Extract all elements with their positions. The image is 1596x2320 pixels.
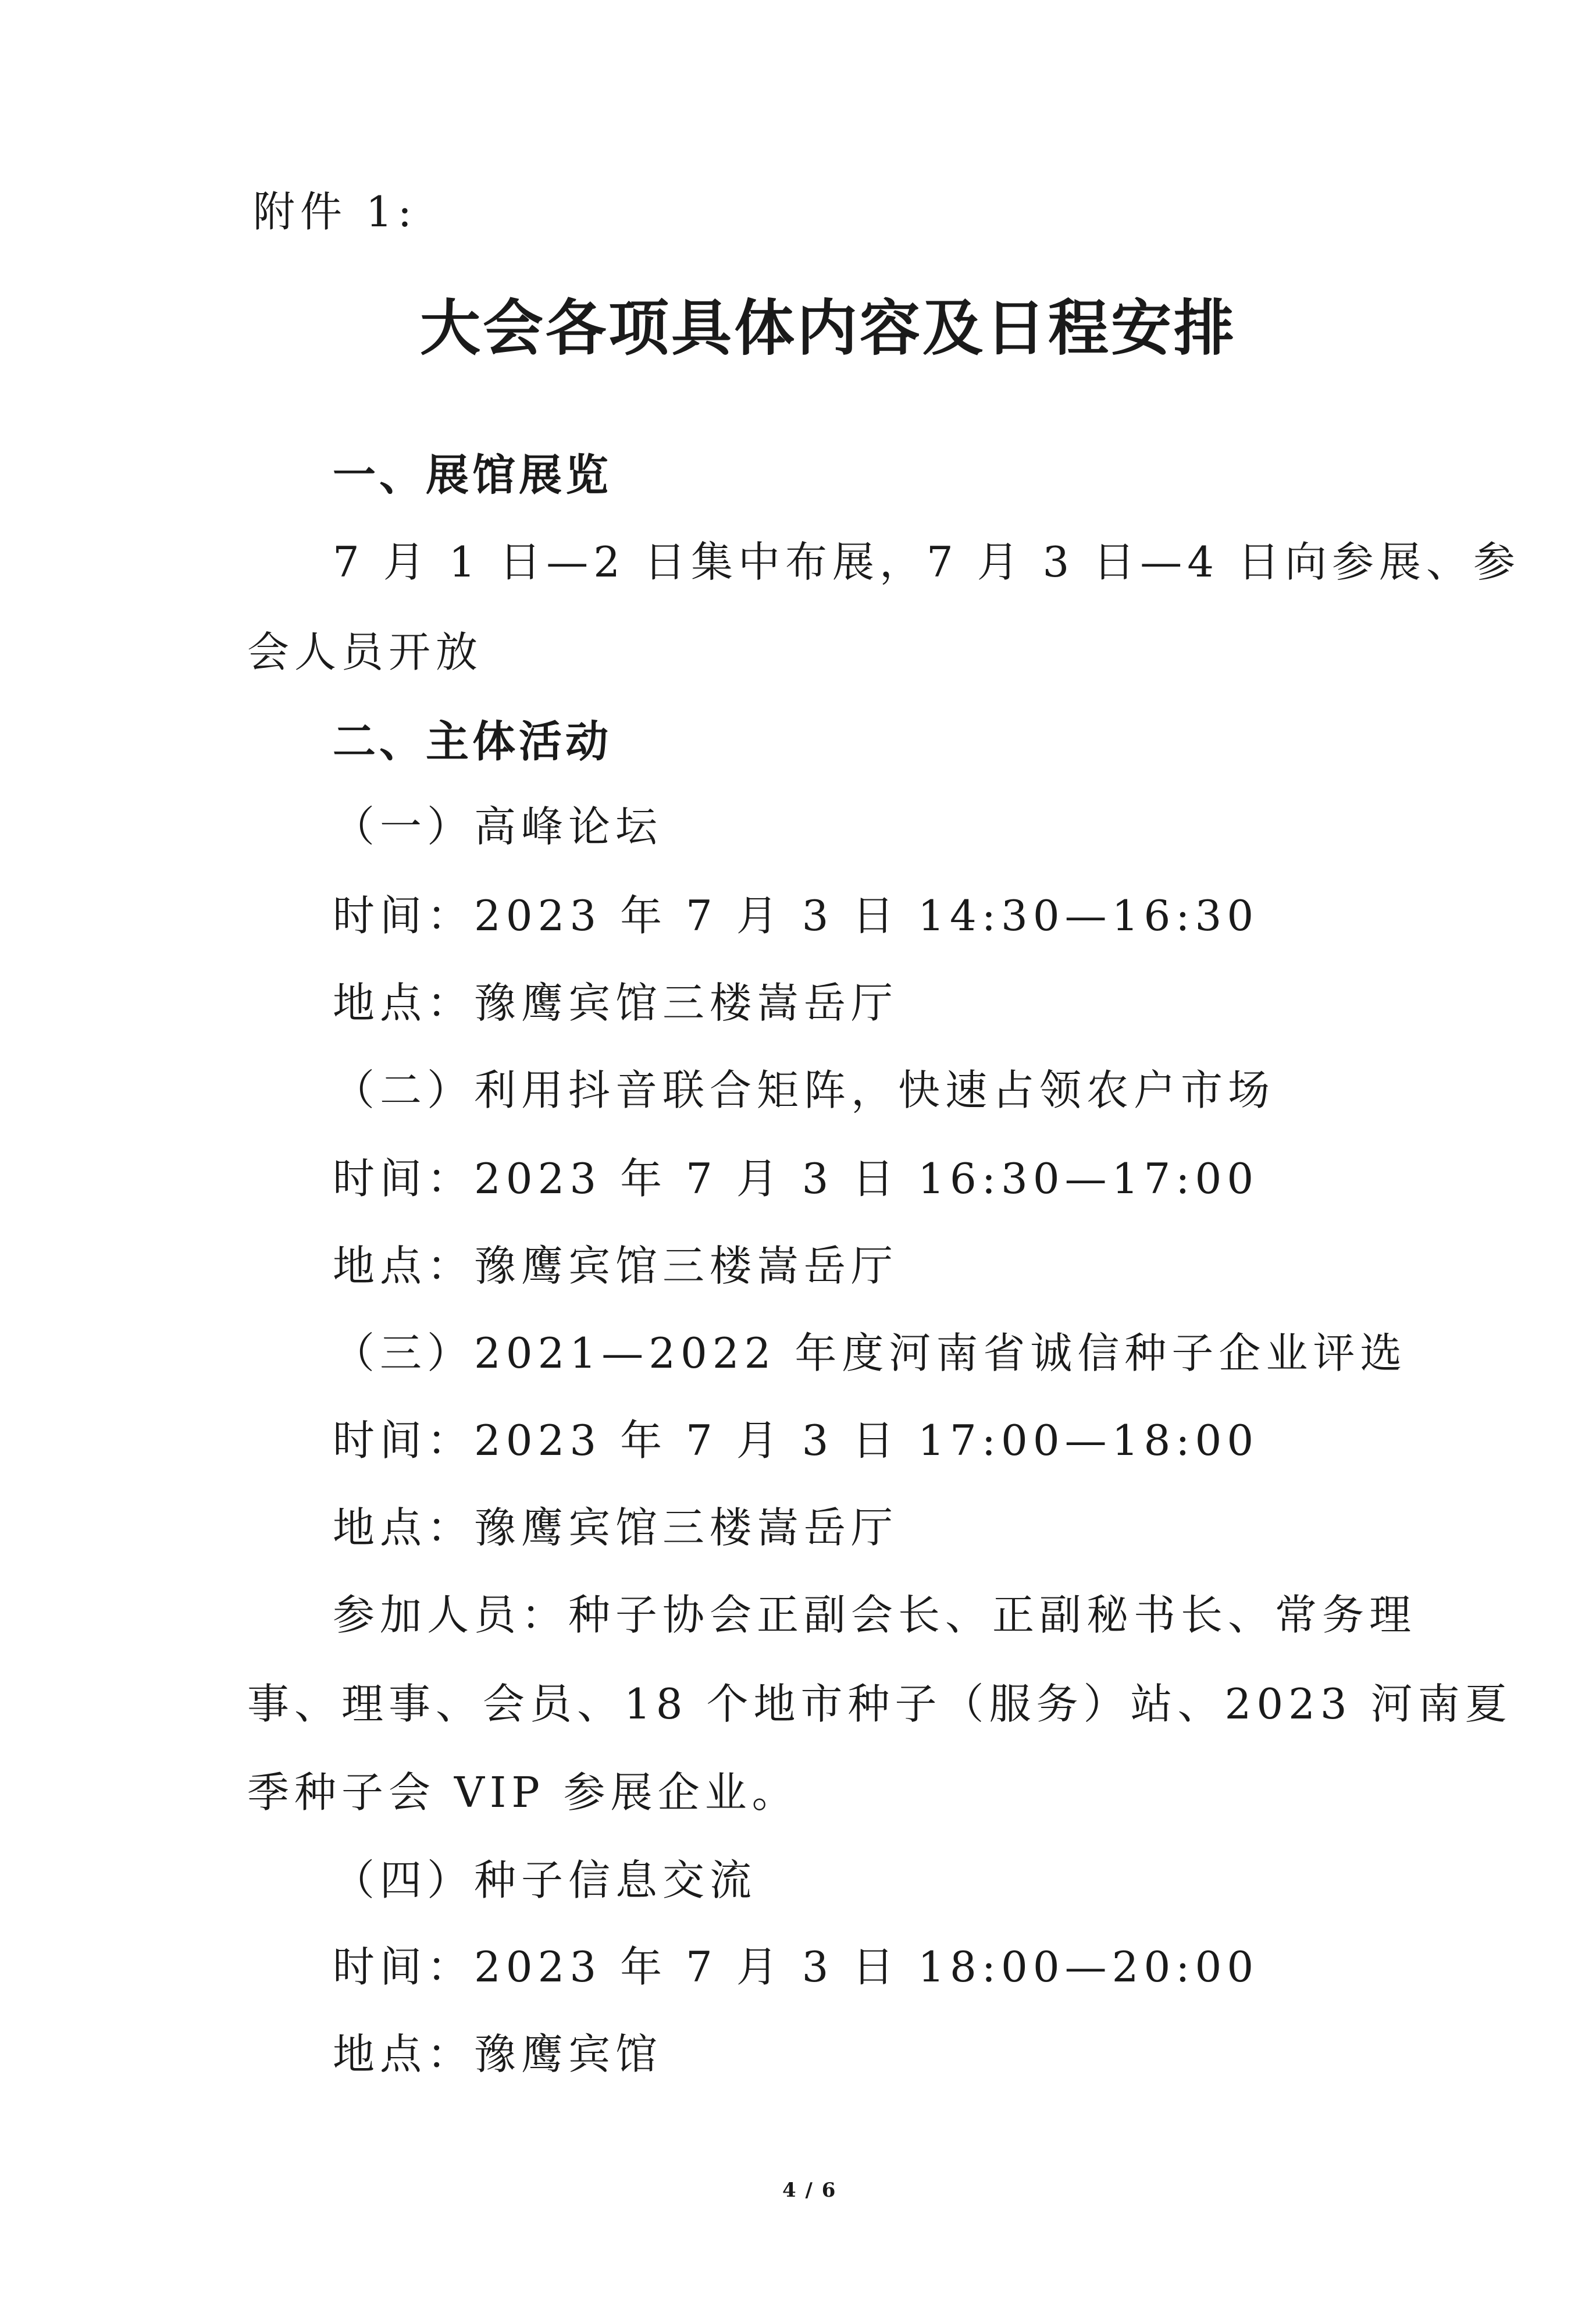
item-2-place: 地点：豫鹰宾馆三楼嵩岳厅 [333,1241,899,1290]
participants-line-2: 事、理事、会员、18 个地市种子（服务）站、2023 河南夏 [247,1679,1512,1728]
item-3-heading: （三）2021—2022 年度河南省诚信种子企业评选 [333,1329,1408,1378]
document-title: 大会各项具体内容及日程安排 [420,293,1237,364]
attachment-label: 附件 1: [253,187,417,236]
page-number: 4 / 6 [782,2179,837,2202]
item-1-place: 地点：豫鹰宾馆三楼嵩岳厅 [333,978,899,1027]
item-4-heading: （四）种子信息交流 [333,1856,757,1905]
item-1-heading: （一）高峰论坛 [333,802,663,851]
item-3-place: 地点：豫鹰宾馆三楼嵩岳厅 [333,1503,899,1552]
item-1-time: 时间：2023 年 7 月 3 日 14:30—16:30 [333,891,1259,940]
participants-line-1: 参加人员：种子协会正副会长、正副秘书长、常务理 [333,1590,1417,1639]
item-4-time: 时间：2023 年 7 月 3 日 18:00—20:00 [333,1942,1259,1991]
item-2-time: 时间：2023 年 7 月 3 日 16:30—17:00 [333,1154,1259,1203]
section-1-heading: 一、展馆展览 [333,450,612,500]
item-2-heading: （二）利用抖音联合矩阵，快速占领农户市场 [333,1066,1276,1115]
item-3-time: 时间：2023 年 7 月 3 日 17:00—18:00 [333,1416,1259,1465]
section-1-line-2: 会人员开放 [247,628,483,677]
section-1-line-1: 7 月 1 日—2 日集中布展，7 月 3 日—4 日向参展、参 [333,538,1520,586]
section-2-heading: 二、主体活动 [333,717,612,767]
item-4-place: 地点：豫鹰宾馆 [333,2030,663,2079]
participants-line-3: 季种子会 VIP 参展企业。 [247,1768,799,1817]
